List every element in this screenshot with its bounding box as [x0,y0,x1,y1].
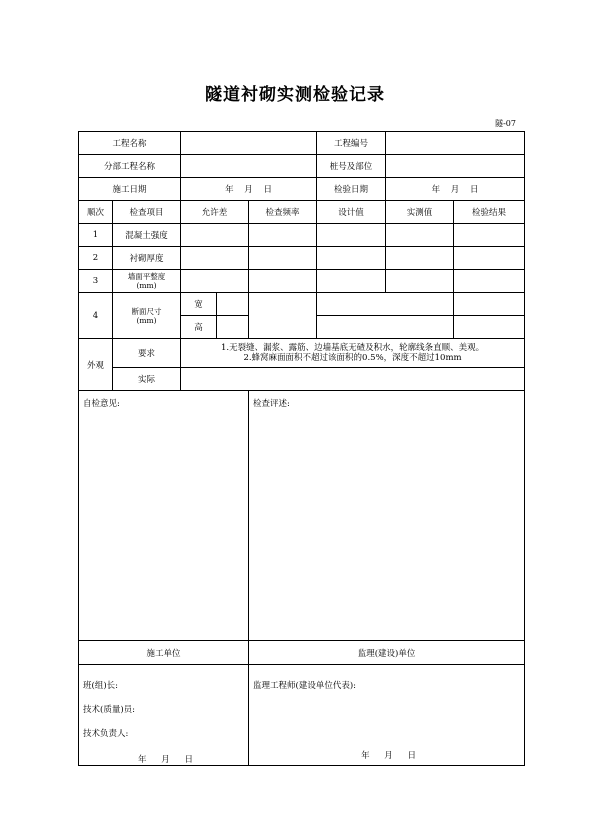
project-no-field[interactable] [386,132,525,155]
item-4-height-tolerance[interactable] [217,316,249,339]
supervisor-spacer [253,703,524,713]
supervisor-spacer-2 [253,725,524,735]
actual-label: 实际 [113,368,181,391]
item-2-measured[interactable] [386,247,454,270]
header-tolerance: 允许差 [181,201,249,224]
item-4-height-values[interactable] [317,316,454,339]
item-4-width-result[interactable] [454,293,525,316]
item-2-result[interactable] [454,247,525,270]
item-3-design[interactable] [317,270,386,293]
item-2-design[interactable] [317,247,386,270]
construction-signatures[interactable] [79,665,249,766]
requirement-line-1: 1.无裂缝、漏浆、露筋、边墙基底无碴及积水，轮廓线条直顺、美观。 [220,343,485,353]
form-title: 隧道衬砌实测检验记录 [205,85,385,105]
item-4-name-cell [113,293,181,339]
item-3-unit: (mm) [136,281,157,290]
signature-row [79,665,525,766]
review-box[interactable] [249,391,525,641]
item-3-name-cell [113,270,181,293]
review-label: 检查评述: [253,399,290,409]
item-4-height-label: 高 [181,316,217,339]
item-1-result[interactable] [454,224,525,247]
item-2-no: 2 [79,247,113,270]
requirement-label: 要求 [113,339,181,368]
inspection-date-label: 检验日期 [317,178,386,201]
subproject-name-label: 分部工程名称 [79,155,181,178]
item-2-frequency[interactable] [249,247,317,270]
form-number: 隧-07 [495,119,516,128]
item-row-4-width [79,293,525,316]
header-design-value: 设计值 [317,201,386,224]
construction-sign-date: 年 月 日 [138,755,193,765]
header-result: 检验结果 [454,201,525,224]
row-column-headers [79,201,525,224]
row-project-name [79,132,525,155]
construction-date-label: 施工日期 [79,178,181,201]
supervision-signatures[interactable] [249,665,525,766]
item-4-unit: (mm) [136,315,157,325]
item-3-tolerance[interactable] [181,270,249,293]
item-2-tolerance[interactable] [181,247,249,270]
item-1-frequency[interactable] [249,224,317,247]
project-no-label: 工程编号 [317,132,386,155]
item-4-height-result[interactable] [454,316,525,339]
item-1-no: 1 [79,224,113,247]
item-1-measured[interactable] [386,224,454,247]
item-4-width-label: 宽 [181,293,217,316]
appearance-label: 外观 [79,339,113,391]
item-3-measured[interactable] [386,270,454,293]
team-leader-label: 班(组)长: [83,681,118,691]
station-location-field[interactable] [386,155,525,178]
item-4-width-tolerance[interactable] [217,293,249,316]
opinions-row [79,391,525,641]
project-name-field[interactable] [181,132,317,155]
row-subproject [79,155,525,178]
appearance-actual-row [79,368,525,391]
row-dates [79,178,525,201]
item-3-frequency[interactable] [249,270,317,293]
appearance-requirement-row [79,339,525,368]
item-1-tolerance[interactable] [181,224,249,247]
construction-unit-label: 施工单位 [79,641,249,665]
self-check-box[interactable] [79,391,249,641]
item-2-name: 衬砌厚度 [113,247,181,270]
subproject-name-field[interactable] [181,155,317,178]
construction-date-field[interactable] [181,178,317,201]
item-4-frequency[interactable] [249,293,317,339]
supervision-sign-date: 年 月 日 [361,751,416,761]
self-check-label: 自检意见: [83,399,120,409]
item-1-name: 混凝土强度 [113,224,181,247]
station-location-label: 桩号及部位 [317,155,386,178]
actual-field[interactable] [181,368,525,391]
supervisor-label: 监理工程师(建设单位代表): [253,681,357,691]
item-1-design[interactable] [317,224,386,247]
units-header-row [79,641,525,665]
tech-lead-label: 技术负责人: [83,729,129,739]
item-4-width-values[interactable] [317,293,454,316]
item-4-name: 断面尺寸 [131,306,162,316]
item-row-2 [79,247,525,270]
item-row-1 [79,224,525,247]
header-seq: 顺次 [79,201,113,224]
project-name-label: 工程名称 [79,132,181,155]
supervision-unit-label: 监理(建设)单位 [249,641,525,665]
header-frequency: 检查频率 [249,201,317,224]
item-3-no: 3 [79,270,113,293]
requirement-line-2: 2.蜂窝麻面面积不超过该面积的0.5%，深度不超过10mm [243,353,462,363]
requirement-text [181,339,525,368]
tech-quality-label: 技术(质量)员: [83,705,135,715]
inspection-date-field[interactable] [386,178,525,201]
inspection-date-value: 年 月 日 [431,185,479,195]
item-4-no: 4 [79,293,113,339]
construction-date-value: 年 月 日 [225,185,272,195]
header-item: 检查项目 [113,201,181,224]
item-row-3 [79,270,525,293]
inspection-form-table [78,131,525,766]
item-3-name: 墙面平整度 [127,272,166,281]
header-measured-value: 实测值 [386,201,454,224]
item-3-result[interactable] [454,270,525,293]
